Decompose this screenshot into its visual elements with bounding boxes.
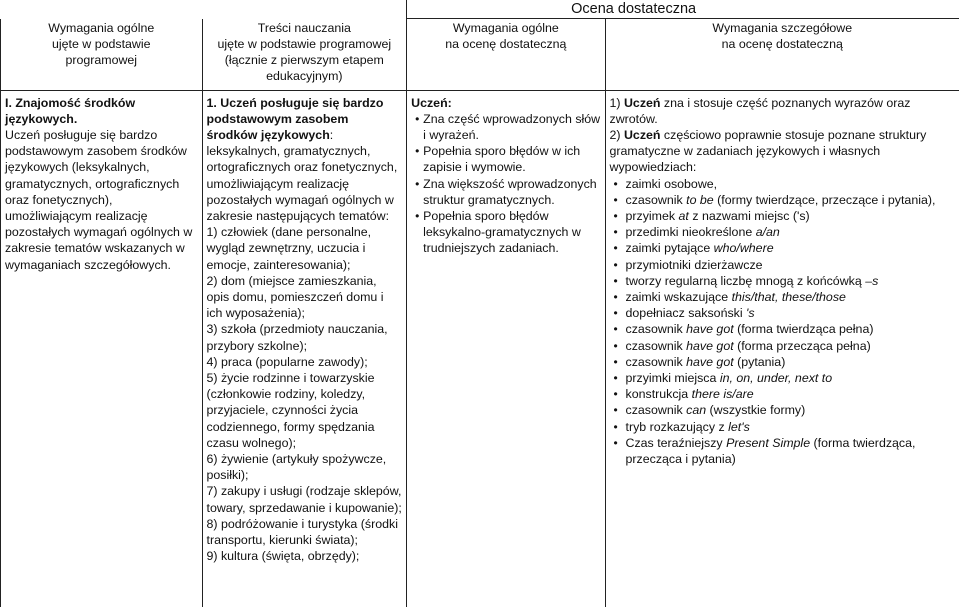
list-item: [610, 402, 955, 418]
col4-para2-num: 2): [609, 127, 624, 142]
header-col2-line4: edukacyjnym): [266, 69, 343, 84]
item-text: zaimki pytające: [625, 241, 714, 256]
grade-general-cell: [407, 90, 605, 607]
item-text: tworzy regularną liczbę mnogą z końcówką: [625, 273, 866, 288]
item-italic: at: [678, 208, 689, 223]
header-col2-line3: (łącznie z pierwszym etapem: [224, 52, 384, 67]
list-item: [610, 321, 955, 337]
header-col1-line2: ujęte w podstawie: [52, 36, 151, 51]
list-item: [610, 176, 955, 192]
header-col2-line2: ujęte w podstawie programowej: [217, 36, 392, 51]
list-item: • Popełnia sporo błędów w ich zapisie i wymowie.: [411, 143, 600, 175]
header-col1-line1: Wymagania ogólne: [48, 20, 155, 35]
topic-item: 3) szkoła (przedmioty nauczania, przybory szkolne);: [206, 322, 388, 353]
item-italic: who/where: [713, 241, 774, 256]
list-item: • Zna większość wprowadzonych struktur gramatycznych.: [411, 176, 600, 208]
item-italic: a/an: [755, 225, 780, 240]
list-item: • Popełnia sporo błędów leksykalno-gramatycznych w trudniejszych zadaniach.: [411, 208, 600, 257]
item-text: (wszystkie formy): [706, 403, 806, 418]
col4-para2-rest: częściowo poprawnie stosuje poznane struktury gramatyczne w zadaniach językowych i własnych wypowiedziach:: [609, 127, 927, 175]
top-left-blank-cell: [1, 0, 407, 19]
list-item: • Zna część wprowadzonych słów i wyrażeń.: [411, 111, 600, 143]
list-item: [610, 386, 955, 402]
list-item: [610, 289, 955, 305]
item-italic: let's: [728, 419, 750, 434]
col3-list: [411, 111, 600, 257]
item-italic: 's: [746, 306, 755, 321]
item-text: czasownik: [625, 354, 687, 369]
item-text: przedimki nieokreślone: [625, 225, 756, 240]
col2-intro-bold: 1. Uczeń posługuje się bardzo podstawowym zasobem środków językowych: [206, 95, 384, 142]
item-italic: Present Simple: [726, 435, 811, 450]
item-italic: have got: [686, 338, 734, 353]
item-text: dopełniacz saksoński: [625, 306, 747, 321]
col1-title: I. Znajomość środków językowych.: [5, 95, 136, 126]
col2-intro: [207, 95, 403, 225]
item-text: czasownik: [625, 403, 687, 418]
topic-item: 9) kultura (święta, obrzędy);: [206, 549, 360, 564]
list-item: [610, 370, 955, 386]
teaching-content-cell: [202, 90, 407, 607]
col4-para1-rest: zna i stosuje część poznanych wyrazów oraz zwrotów.: [609, 95, 911, 126]
list-item: [610, 224, 955, 240]
col2-intro-rest: : leksykalnych, gramatycznych, ortograficznych oraz fonetycznych, umożliwiającym realizację pozostałych wymagań ogólnych w zakresie następujących tematów:: [206, 127, 398, 223]
item-text: (pytania): [733, 354, 786, 369]
item-italic: have got: [686, 322, 734, 337]
item-text: przyimek: [625, 208, 679, 223]
item-text: zaimki osobowe,: [625, 176, 718, 191]
item-text: (formy twierdzące, przeczące i pytania),: [713, 192, 936, 207]
list-item: [610, 273, 955, 289]
col4-list: [610, 176, 955, 468]
item-text: zaimki wskazujące: [625, 289, 732, 304]
item-text: z nazwami miejsc ('s): [688, 208, 810, 223]
header-col1-line3: programowej: [65, 52, 138, 67]
item-text: czasownik: [625, 322, 687, 337]
item-italic: have got: [686, 354, 734, 369]
item-italic: this/that, these/those: [731, 289, 846, 304]
header-col2-line1: Treści nauczania: [257, 20, 351, 35]
header-col4-line2: na ocenę dostateczną: [721, 37, 843, 52]
item-text: konstrukcja: [625, 387, 692, 402]
list-item: [610, 305, 955, 321]
item-text: tryb rozkazujący z: [625, 419, 729, 434]
header-col1: [1, 19, 203, 91]
topic-item: 5) życie rodzinne i towarzyskie (członkowie rodziny, koledzy, przyjaciele, czynności życia codziennego, formy spędzania czasu wolnego);: [206, 370, 375, 450]
col4-para1-bold: Uczeń: [623, 95, 661, 110]
top-header-row: [1, 0, 960, 19]
list-item: [610, 257, 955, 273]
header-col3: [407, 19, 605, 91]
header-row: [1, 19, 960, 91]
header-col2: [202, 19, 407, 91]
list-item: [610, 354, 955, 370]
body-row: [1, 90, 960, 607]
topic-item: 1) człowiek (dane personalne, wygląd zewnętrzny, uczucia i emocje, zainteresowania);: [206, 225, 372, 272]
col4-para2-bold: Uczeń: [623, 127, 661, 142]
item-text: przymiotniki dzierżawcze: [625, 257, 763, 272]
grade-detailed-cell: [605, 90, 959, 607]
item-italic: can: [686, 403, 707, 418]
header-col4-line1: Wymagania szczegółowe: [712, 21, 853, 35]
item-text: (forma przecząca pełna): [733, 338, 871, 353]
item-italic: –s: [865, 273, 879, 288]
top-header-cell: [407, 0, 959, 19]
topic-item: 7) zakupy i usługi (rodzaje sklepów, towary, sprzedawanie i kupowanie);: [206, 484, 402, 515]
item-text: czasownik: [625, 192, 687, 207]
topic-item: 4) praca (popularne zawody);: [206, 354, 368, 369]
topic-item: 8) podróżowanie i turystyka (środki transportu, kierunki świata);: [206, 516, 398, 547]
list-item: [610, 338, 955, 354]
list-item: [610, 240, 955, 256]
item-italic: there is/are: [691, 387, 754, 402]
col1-text: Uczeń posługuje się bardzo podstawowym zasobem środków językowych (leksykalnych, gramatycznych, ortograficznych oraz fonetycznych), umożliwiającym realizację pozostałych wymagań ogólnych w zakresie tematów wskazanych w wymaganiach szczegółowych.: [5, 127, 193, 272]
col4-para1-num: 1): [609, 95, 624, 110]
item-italic: to be: [686, 192, 714, 207]
list-item: [610, 435, 955, 467]
header-col4: [605, 19, 959, 91]
col3-label: Uczeń:: [411, 95, 452, 110]
col4-para2: [610, 127, 955, 176]
topic-item: 2) dom (miejsce zamieszkania, opis domu, pomieszczeń domu i ich wyposażenia);: [206, 273, 384, 321]
item-text: czasownik: [625, 338, 687, 353]
item-text: przyimki miejsca: [625, 370, 720, 385]
item-text: (forma twierdząca, przecząca i pytania): [625, 435, 916, 466]
col4-para1: [610, 95, 955, 127]
topic-item: 6) żywienie (artykuły spożywcze, posiłki);: [206, 451, 387, 483]
col2-topic-list: [207, 224, 403, 564]
item-text: Czas teraźniejszy: [625, 435, 727, 450]
header-col3-line2: na ocenę dostateczną: [445, 37, 567, 52]
list-item: [610, 192, 955, 208]
general-requirements-cell: [1, 90, 203, 607]
top-header-title: Ocena dostateczna: [571, 1, 697, 17]
list-item: [610, 208, 955, 224]
item-text: (forma twierdząca pełna): [733, 322, 874, 337]
item-italic: in, on, under, next to: [719, 370, 833, 385]
list-item: [610, 419, 955, 435]
header-col3-line1: Wymagania ogólne: [452, 21, 559, 35]
